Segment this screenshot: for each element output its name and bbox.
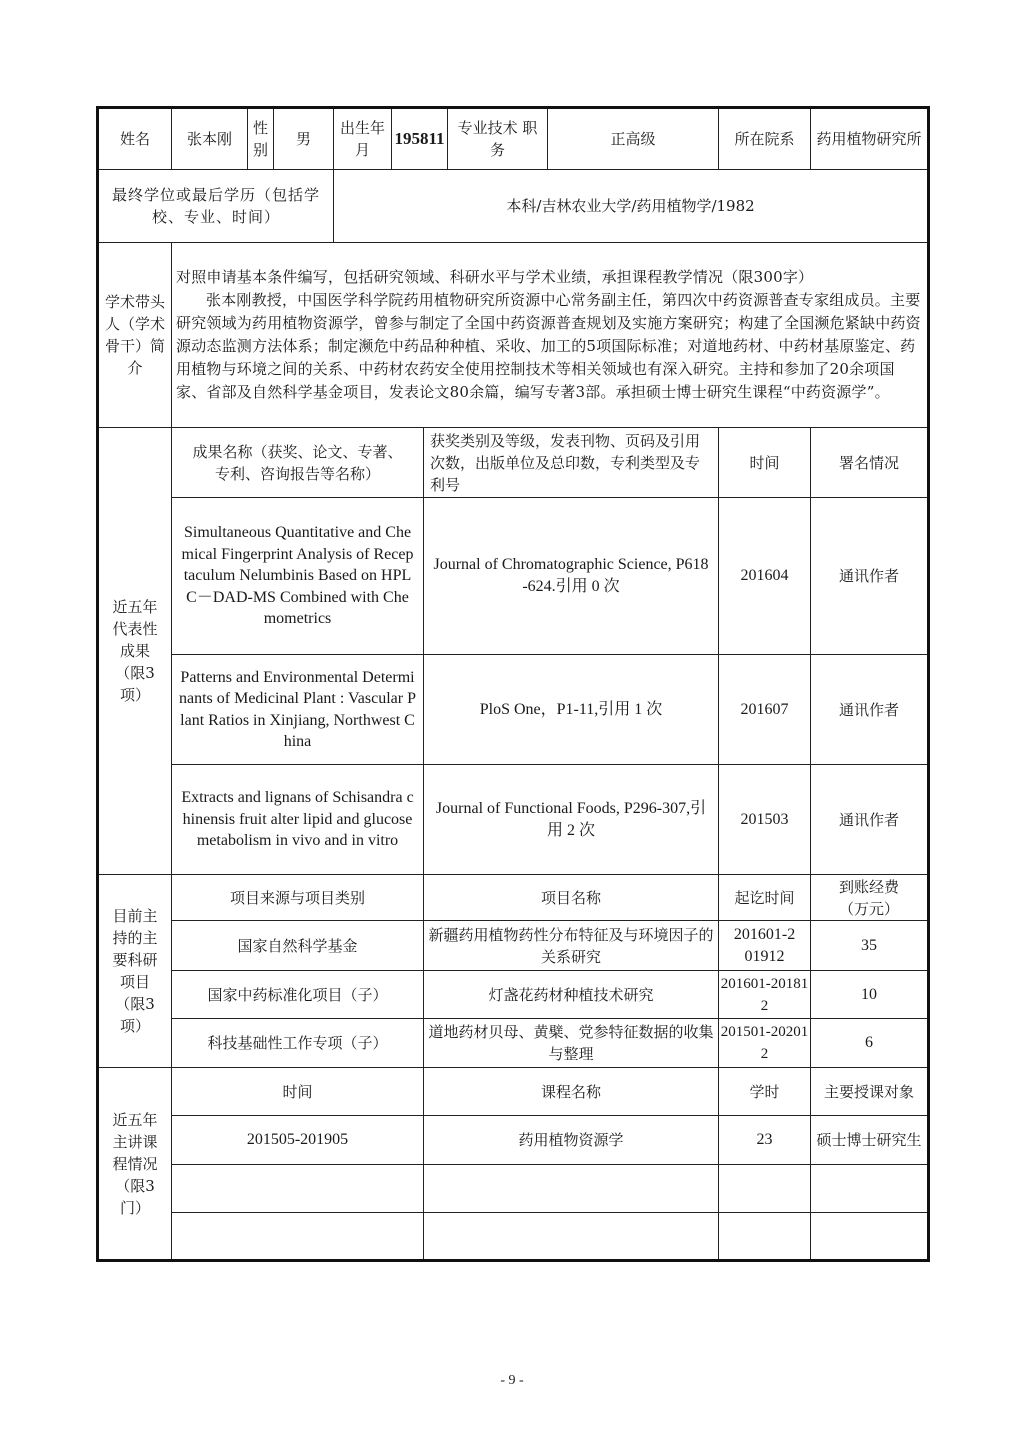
achievements-header-authorship: 署名情况 [811, 428, 929, 498]
achievement-detail: PloS One，P1-11,引用 1 次 [424, 655, 719, 765]
projects-header-period: 起讫时间 [719, 875, 811, 921]
achievements-header-time: 时间 [719, 428, 811, 498]
project-name: 新疆药用植物药性分布特征及与环境因子的关系研究 [424, 921, 719, 971]
courses-header-row [98, 1068, 929, 1116]
gender-value: 男 [274, 108, 334, 170]
page-number: - 9 - [500, 1373, 524, 1388]
achievements-header-name: 成果名称（获奖、论文、专著、专利、咨询报告等名称） [172, 428, 424, 498]
profile-row [98, 243, 929, 428]
name-value: 张本刚 [172, 108, 248, 170]
achievement-row [98, 765, 929, 875]
course-time: 201505-201905 [172, 1116, 424, 1165]
application-form [96, 106, 928, 1262]
course-audience [811, 1165, 929, 1213]
achievement-detail: Journal of Chromatographic Science, P618-624.引用 0 次 [424, 498, 719, 655]
project-row [98, 1019, 929, 1068]
achievement-name: Extracts and lignans of Schisandra chinensis fruit alter lipid and glucose metabolism in vivo and in vitro [172, 765, 424, 875]
project-name: 灯盏花药材种植技术研究 [424, 971, 719, 1019]
courses-header-audience: 主要授课对象 [811, 1068, 929, 1116]
project-name: 道地药材贝母、黄檗、党参特征数据的收集与整理 [424, 1019, 719, 1068]
course-row [98, 1116, 929, 1165]
projects-header-name: 项目名称 [424, 875, 719, 921]
course-row [98, 1165, 929, 1213]
achievement-authorship: 通讯作者 [811, 655, 929, 765]
project-funding: 6 [811, 1019, 929, 1068]
course-hours [719, 1213, 811, 1261]
achievement-time: 201503 [719, 765, 811, 875]
gender-label: 性别 [248, 108, 274, 170]
achievement-row [98, 655, 929, 765]
achievement-name: Simultaneous Quantitative and Chemical Fingerprint Analysis of Receptaculum Nelumbinis Based on HPLC－DAD-MS Combined with Chemometrics [172, 498, 424, 655]
course-name: 药用植物资源学 [424, 1116, 719, 1165]
projects-header-source: 项目来源与项目类别 [172, 875, 424, 921]
projects-label: 目前主持的主要科研项目（限3项） [98, 875, 172, 1068]
profile-cell [172, 243, 929, 428]
course-time [172, 1213, 424, 1261]
education-value: 本科/吉林农业大学/药用植物学/1982 [334, 170, 929, 243]
course-audience [811, 1213, 929, 1261]
course-name [424, 1213, 719, 1261]
title-label: 专业技术 职 务 [448, 108, 548, 170]
title-value: 正高级 [548, 108, 719, 170]
birth-label: 出生年月 [334, 108, 392, 170]
achievement-row [98, 498, 929, 655]
birth-value: 195811 [392, 108, 448, 170]
courses-header-time: 时间 [172, 1068, 424, 1116]
courses-header-name: 课程名称 [424, 1068, 719, 1116]
courses-label: 近五年主讲课程情况（限3门） [98, 1068, 172, 1261]
achievement-detail: Journal of Functional Foods, P296-307,引用 2 次 [424, 765, 719, 875]
achievements-header-row [98, 428, 929, 498]
dept-label: 所在院系 [719, 108, 811, 170]
course-hours: 23 [719, 1116, 811, 1165]
project-period: 201501-202012 [719, 1019, 811, 1068]
achievement-authorship: 通讯作者 [811, 498, 929, 655]
education-label: 最终学位或最后学历（包括学校、专业、时间） [98, 170, 334, 243]
courses-header-hours: 学时 [719, 1068, 811, 1116]
achievement-authorship: 通讯作者 [811, 765, 929, 875]
course-audience: 硕士博士研究生 [811, 1116, 929, 1165]
form-table [96, 106, 930, 1262]
projects-header-row [98, 875, 929, 921]
course-name [424, 1165, 719, 1213]
project-funding: 10 [811, 971, 929, 1019]
project-period: 201601-201812 [719, 971, 811, 1019]
achievements-label: 近五年代表性成果（限3项） [98, 428, 172, 875]
profile-label: 学术带头人（学术骨干）简介 [98, 243, 172, 428]
project-funding: 35 [811, 921, 929, 971]
education-row [98, 170, 929, 243]
project-row [98, 921, 929, 971]
project-source: 国家中药标准化项目（子） [172, 971, 424, 1019]
project-row [98, 971, 929, 1019]
profile-text: 张本刚教授，中国医学科学院药用植物研究所资源中心常务副主任，第四次中药资源普查专家组成员。主要研究领域为药用植物资源学，曾参与制定了全国中药资源普查规划及实施方案研究；构建了全国濒危紧缺中药资源动态监测方法体系；制定濒危中药品种种植、采收、加工的5项国际标准；对道地药材、中药材基原鉴定、药用植物与环境之间的关系、中药材农药安全使用控制技术等相关领域也有深入研究。主持和参加了20余项国家、省部及自然科学基金项目，发表论文80余篇，编写专著3部。承担硕士博士研究生课程“中药资源学”。 [176, 291, 921, 401]
achievement-time: 201604 [719, 498, 811, 655]
project-source: 科技基础性工作专项（子） [172, 1019, 424, 1068]
projects-header-funding: 到账经费（万元） [811, 875, 929, 921]
course-hours [719, 1165, 811, 1213]
dept-value: 药用植物研究所 [811, 108, 929, 170]
name-label: 姓名 [98, 108, 172, 170]
achievement-name: Patterns and Environmental Determinants of Medicinal Plant : Vascular Plant Ratios in Xinjiang, Northwest China [172, 655, 424, 765]
profile-instruction: 对照申请基本条件编写，包括研究领域、科研水平与学术业绩，承担课程教学情况（限300字） [176, 268, 814, 286]
achievements-header-detail: 获奖类别及等级，发表刊物、页码及引用次数，出版单位及总印数，专利类型及专利号 [424, 428, 719, 498]
project-period: 201601-201912 [719, 921, 811, 971]
course-time [172, 1165, 424, 1213]
project-source: 国家自然科学基金 [172, 921, 424, 971]
basic-info-row [98, 108, 929, 170]
achievement-time: 201607 [719, 655, 811, 765]
course-row [98, 1213, 929, 1261]
